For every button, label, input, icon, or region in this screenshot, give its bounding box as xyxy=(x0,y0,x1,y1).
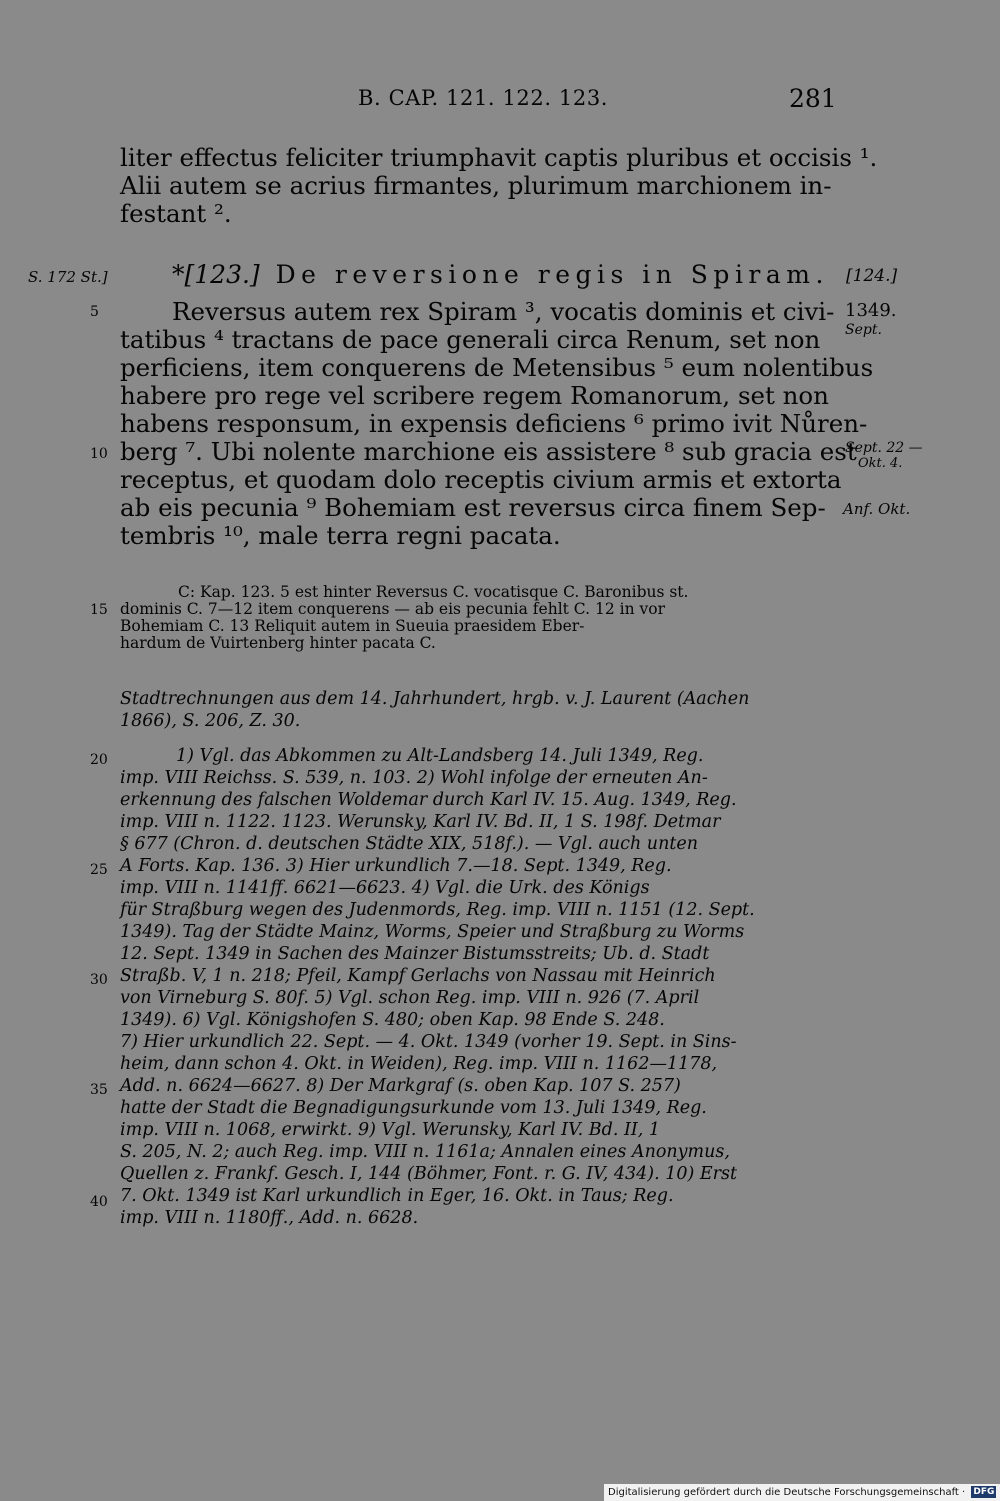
footnote-line: imp. VIII n. 1180ff., Add. n. 6628. xyxy=(120,1208,419,1228)
body-line: ab eis pecunia ⁹ Bohemiam est reversus circa finem Sep- xyxy=(120,493,826,522)
line-number: 25 xyxy=(90,862,108,878)
footnote-line: hatte der Stadt die Begnadigungsurkunde vom 13. Juli 1349, Reg. xyxy=(120,1098,707,1118)
apparatus-line: hardum de Vuirtenberg hinter pacata C. xyxy=(120,634,436,652)
chapter-right-ref: [124.] xyxy=(846,266,898,286)
body-line: tembris ¹⁰, male terra regni pacata. xyxy=(120,521,561,550)
line-number: 20 xyxy=(90,752,108,768)
funding-footer xyxy=(604,1484,1000,1501)
chapter-title: De reversione regis in Spiram. xyxy=(275,260,829,289)
margin-date-range: Sept. 22 — xyxy=(845,440,923,456)
body-line: perficiens, item conquerens de Metensibus ⁵ eum nolentibus xyxy=(120,353,874,382)
footnote-line: 1349). Tag der Städte Mainz, Worms, Speier und Straßburg zu Worms xyxy=(120,922,745,942)
chapter-number: *[123.] xyxy=(172,260,260,289)
body-line: tatibus ⁴ tractans de pace generali circa Renum, set non xyxy=(120,325,821,354)
line-number: 30 xyxy=(90,972,108,988)
footnote-line: von Virneburg S. 80f. 5) Vgl. schon Reg. imp. VIII n. 926 (7. April xyxy=(120,988,700,1008)
footnote-line: 7. Okt. 1349 ist Karl urkundlich in Eger, 16. Okt. in Taus; Reg. xyxy=(120,1186,674,1206)
body-line: Reversus autem rex Spiram ³, vocatis dominis et civi- xyxy=(172,297,835,326)
intro-line: liter effectus feliciter triumphavit captis pluribus et occisis ¹. xyxy=(120,143,878,172)
apparatus-line: Bohemiam C. 13 Reliquit autem in Sueuia praesidem Eber- xyxy=(120,617,585,635)
footnote-line: A Forts. Kap. 136. 3) Hier urkundlich 7.—18. Sept. 1349, Reg. xyxy=(120,856,672,876)
footnote-line: imp. VIII n. 1141ff. 6621—6623. 4) Vgl. die Urk. des Königs xyxy=(120,878,650,898)
footnote-line: imp. VIII n. 1122. 1123. Werunsky, Karl IV. Bd. II, 1 S. 198f. Detmar xyxy=(120,812,721,832)
margin-month: Sept. xyxy=(845,322,882,338)
footnote-line: 1349). 6) Vgl. Königshofen S. 480; oben Kap. 98 Ende S. 248. xyxy=(120,1010,665,1030)
footnote-line: imp. VIII n. 1068, erwirkt. 9) Vgl. Werunsky, Karl IV. Bd. II, 1 xyxy=(120,1120,661,1140)
intro-line: festant ². xyxy=(120,199,232,228)
apparatus-line: dominis C. 7—12 item conquerens — ab eis pecunia fehlt C. 12 in vor xyxy=(120,600,665,618)
footnote-line: Quellen z. Frankf. Gesch. I, 144 (Böhmer, Font. r. G. IV, 434). 10) Erst xyxy=(120,1164,738,1184)
line-number: 10 xyxy=(90,446,108,462)
funding-text: Digitalisierung gefördert durch die Deutsche Forschungsgemeinschaft · xyxy=(608,1487,966,1498)
footnote-line: Straßb. V, 1 n. 218; Pfeil, Kampf Gerlachs von Nassau mit Heinrich xyxy=(120,966,716,986)
footnote-line: 7) Hier urkundlich 22. Sept. — 4. Okt. 1349 (vorher 19. Sept. in Sins- xyxy=(120,1032,737,1052)
source-note-line: 1866), S. 206, Z. 30. xyxy=(120,711,301,731)
page-number: 281 xyxy=(789,84,837,113)
footnote-line: Add. n. 6624—6627. 8) Der Markgraf (s. oben Kap. 107 S. 257) xyxy=(120,1076,681,1096)
margin-date-range-end: Okt. 4. xyxy=(858,456,903,471)
margin-early-oct: Anf. Okt. xyxy=(843,500,911,518)
footnote-line: 1) Vgl. das Abkommen zu Alt-Landsberg 14. Juli 1349, Reg. xyxy=(176,746,704,766)
chapter-heading xyxy=(172,260,829,289)
footnote-line: heim, dann schon 4. Okt. in Weiden), Reg. imp. VIII n. 1162—1178, xyxy=(120,1054,718,1074)
footnote-line: 12. Sept. 1349 in Sachen des Mainzer Bistumsstreits; Ub. d. Stadt xyxy=(120,944,710,964)
margin-ref-left: S. 172 St.] xyxy=(28,268,108,286)
footnote-line: S. 205, N. 2; auch Reg. imp. VIII n. 1161a; Annalen eines Anonymus, xyxy=(120,1142,730,1162)
line-number: 35 xyxy=(90,1082,108,1098)
running-head: B. CAP. 121. 122. 123. xyxy=(358,86,609,110)
intro-line: Alii autem se acrius firmantes, plurimum marchionem in- xyxy=(120,171,832,200)
line-number: 15 xyxy=(90,602,108,618)
margin-year: 1349. xyxy=(845,300,897,321)
dfg-logo: DFG xyxy=(973,1487,995,1497)
line-number: 5 xyxy=(90,304,99,320)
footnote-line: § 677 (Chron. d. deutschen Städte XIX, 518f.). — Vgl. auch unten xyxy=(120,834,698,854)
body-line: berg ⁷. Ubi nolente marchione eis assistere ⁸ sub gracia est xyxy=(120,437,857,466)
footnote-line: erkennung des falschen Woldemar durch Karl IV. 15. Aug. 1349, Reg. xyxy=(120,790,737,810)
footnote-line: imp. VIII Reichss. S. 539, n. 103. 2) Wohl infolge der erneuten An- xyxy=(120,768,708,788)
line-number: 40 xyxy=(90,1194,108,1210)
body-line: habens responsum, in expensis deficiens ⁶ primo ivit Nůren- xyxy=(120,409,868,438)
apparatus-line: C: Kap. 123. 5 est hinter Reversus C. vocatisque C. Baronibus st. xyxy=(178,583,689,601)
body-line: receptus, et quodam dolo receptis civium armis et extorta xyxy=(120,465,842,494)
footnote-line: für Straßburg wegen des Judenmords, Reg. imp. VIII n. 1151 (12. Sept. xyxy=(120,900,755,920)
body-line: habere pro rege vel scribere regem Romanorum, set non xyxy=(120,381,829,410)
source-note-line: Stadtrechnungen aus dem 14. Jahrhundert, hrgb. v. J. Laurent (Aachen xyxy=(120,689,750,709)
